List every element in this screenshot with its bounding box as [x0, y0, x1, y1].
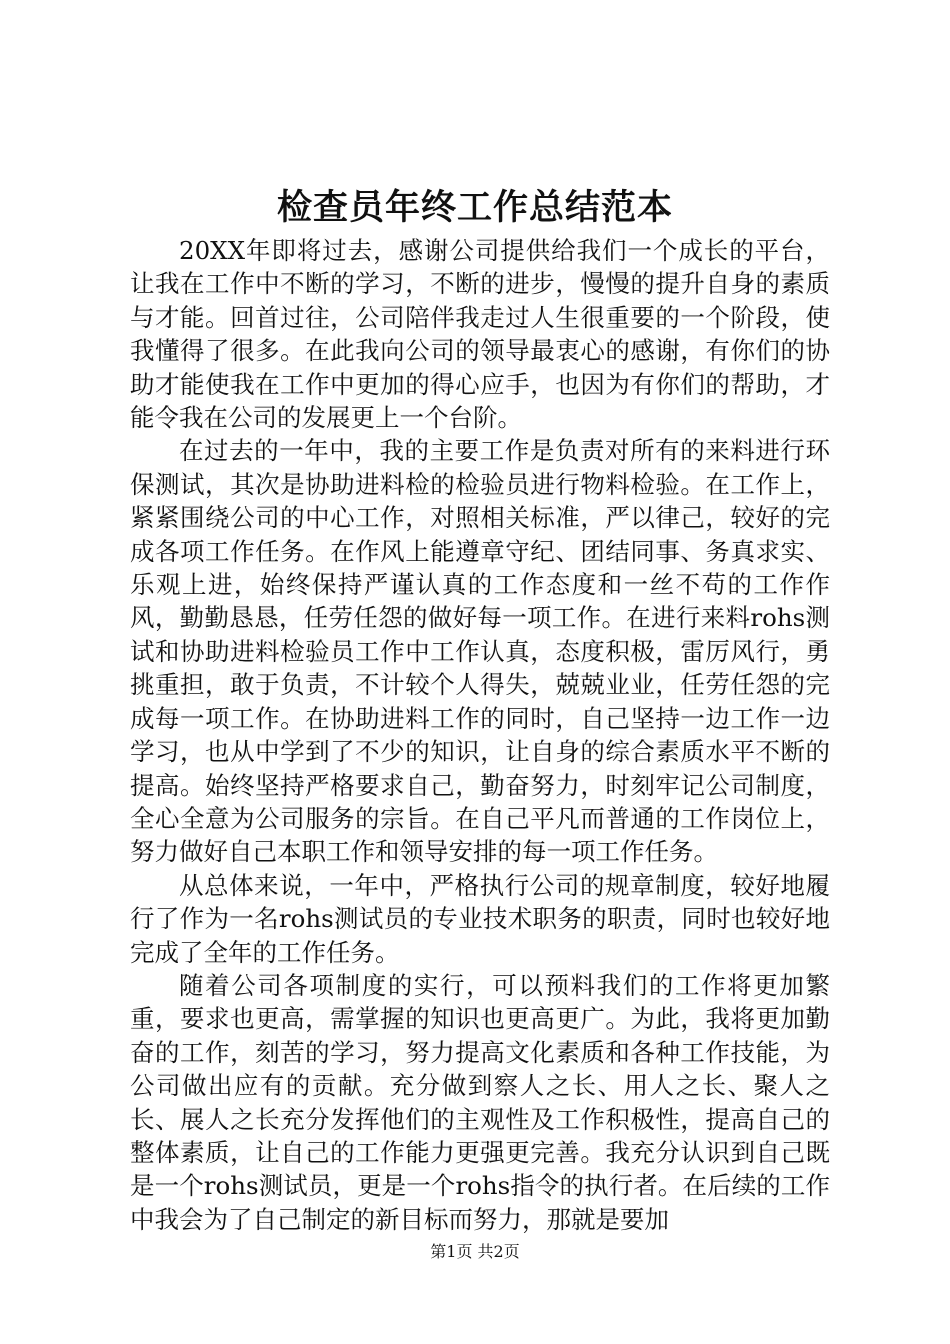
paragraph-2: 在过去的一年中，我的主要工作是负责对所有的来料进行环保测试，其次是协助进料检的检验员进行物料检验。在工作上，紧紧围绕公司的中心工作，对照相关标准，严以律己，较好的完成各项工作任务。在作风上能遵章守纪、团结同事、务真求实、乐观上进，始终保持严谨认真的工作态度和一丝不苟的工作作风，勤勤恳恳，任劳任怨的做好每一项工作。在进行来料rohs测试和协助进料检验员工作中工作认真，态度积极，雷厉风行，勇挑重担，敢于负责，不计较个人得失，兢兢业业，任劳任怨的完成每一项工作。在协助进料工作的同时，自己坚持一边工作一边学习，也从中学到了不少的知识，让自身的综合素质水平不断的提高。始终坚持严格要求自己，勤奋努力，时刻牢记公司制度，全心全意为公司服务的宗旨。在自己平凡而普通的工作岗位上，努力做好自己本职工作和领导安排的每一项工作任务。 [130, 436, 830, 867]
page-footer: 第1页 共2页 [430, 1242, 520, 1261]
paragraph-1: 20XX年即将过去，感谢公司提供给我们一个成长的平台，让我在工作中不断的学习，不断的进步，慢慢的提升自身的素质与才能。回首过往，公司陪伴我走过人生很重要的一个阶段，使我懂得了很多。在此我向公司的领导最衷心的感谢，有你们的协助才能使我在工作中更加的得心应手，也因为有你们的帮助，才能令我在公司的发展更上一个台阶。 [130, 236, 830, 433]
document-body [130, 234, 830, 1236]
page-title: 检查员年终工作总结范本 [276, 187, 673, 228]
paragraph-4: 随着公司各项制度的实行，可以预料我们的工作将更加繁重，要求也更高，需掌握的知识也更高更广。为此，我将更加勤奋的工作，刻苦的学习，努力提高文化素质和各种工作技能，为公司做出应有的贡献。充分做到察人之长、用人之长、聚人之长、展人之长充分发挥他们的主观性及工作积极性，提高自己的整体素质，让自己的工作能力更强更完善。我充分认识到自己既是一个rohs测试员，更是一个rohs指令的执行者。在后续的工作中我会为了自己制定的新目标而努力，那就是要加 [130, 970, 830, 1234]
paragraph-3: 从总体来说，一年中，严格执行公司的规章制度，较好地履行了作为一名rohs测试员的专业技术职务的职责，同时也较好地完成了全年的工作任务。 [130, 870, 830, 967]
